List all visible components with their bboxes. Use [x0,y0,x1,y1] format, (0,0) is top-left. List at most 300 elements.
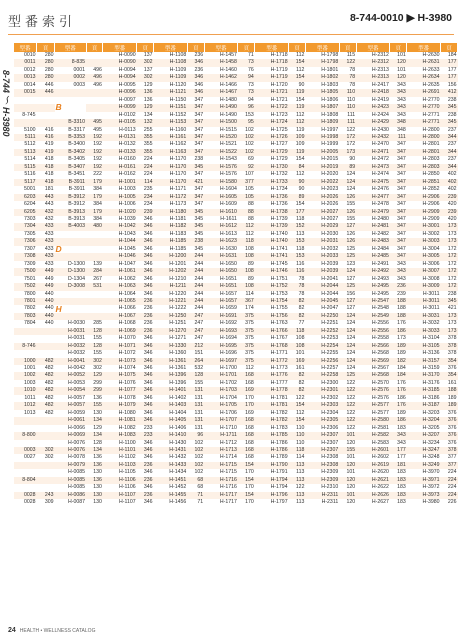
cell-page: 101 [397,52,406,58]
cell-model: H-2019 [305,164,339,171]
cell-page: 122 [295,394,305,401]
cell-model: H-1727 [270,141,288,148]
cell-model: H-1739 [270,215,288,222]
cell-page: 280 [37,59,55,66]
cell-model: H-3001 [407,223,441,230]
cell-page: 233 [143,424,153,431]
cell-page: 375 [238,343,255,350]
table-row [14,417,458,424]
cell-model: H-2770 [422,96,440,103]
cell-page: 168 [245,424,254,431]
table-row [14,119,458,126]
cell-page: 169 [289,358,306,365]
cell-page: 343 [397,439,406,446]
cell-page: 122 [346,424,356,431]
cell-model: H-1180 [154,209,188,216]
cell-model: H-2480 [371,215,389,222]
cell-page: 375 [238,358,255,365]
cell-page: 124 [339,313,356,320]
cell-model: H-2309 [321,469,339,476]
header-model: 型番 [407,43,441,52]
cell-page: 432 [37,209,55,216]
cell-page: 108 [238,283,255,290]
header-page: 頁 [339,43,356,52]
cell-model: H-2419 [371,96,389,103]
cell-model: H-0162 [118,171,136,178]
cell-page: 82 [289,372,306,379]
cell-page: 402 [447,171,457,178]
cell-page: 113 [296,230,305,237]
cell-page: 347 [194,141,204,148]
cell-page: 309 [44,499,54,506]
cell-model: H-2258 [305,372,339,379]
header-model: 型番 [255,43,289,52]
cell-page: 130 [86,492,103,499]
cell-model: H-1152 [169,111,187,118]
cell-model: H-3011 [422,290,440,297]
cell-model: H-1020 [103,209,137,216]
table-row [14,499,458,506]
cell-model: H-1462 [204,74,238,81]
cell-page: 172 [346,141,356,148]
cell-page: 226 [447,499,457,506]
cell-page: 170 [245,499,254,506]
cell-page: 482 [37,372,55,379]
cell-model: H-2620 [371,469,389,476]
cell-model: 8-804 [14,477,37,484]
cell-model: H-1715 [219,469,237,476]
cell-model: H-2556 [356,328,390,335]
table-row [14,216,458,223]
cell-page: 192 [93,156,102,163]
cell-model: 7304 [14,223,37,230]
cell-model: 6204 [23,201,36,208]
cell-page: 122 [346,126,356,133]
cell-model: H-1081 [103,417,137,424]
cell-page: 102 [194,439,204,446]
cell-page: 347 [397,201,406,208]
cell-model: H-0041 [55,358,87,365]
cell-model: H-1776 [255,372,289,379]
cell-model: H-3207 [407,432,441,439]
cell-page [86,231,103,238]
cell-page: 161 [447,379,457,386]
table-row [14,320,458,327]
cell-model: 7502 [14,283,37,290]
cell-page: 127 [346,275,356,282]
table-body [14,52,458,507]
cell-model: D-1300 [68,260,86,267]
cell-model: H-2476 [371,186,389,193]
cell-model [55,52,87,59]
cell-model: H-0133 [103,149,137,156]
cell-model: 8-746 [14,343,37,350]
cell-model: H-1070 [118,335,136,342]
cell-model: H-2250 [305,313,339,320]
cell-model: H-2020 [321,171,339,178]
cell-page: 102 [187,447,204,454]
cell-page: 343 [390,89,407,96]
cell-model [14,484,37,491]
cell-model: H-2306 [321,424,339,431]
cell-page: 101 [346,469,356,476]
cell-model: H-2255 [321,350,339,357]
cell-page: 449 [37,283,55,290]
cell-model: H-1431 [154,447,188,454]
cell-model: H-1701 [204,372,238,379]
cell-page [37,104,55,111]
cell-page: 154 [238,492,255,499]
table-row [14,358,458,365]
cell-page: 112 [289,119,306,126]
cell-page: 239 [441,209,458,216]
cell-model: 8-835 [55,59,87,66]
header-model: 型番 [356,43,390,52]
cell-page: 532 [194,365,204,372]
cell-model: H-1406 [169,424,187,431]
cell-page: 212 [187,343,204,350]
cell-model: 5111 [14,134,37,141]
cell-page: 112 [296,111,305,118]
cell-page: 173 [397,335,406,342]
cell-model: H-2417 [371,81,389,88]
cell-model: H-2473 [356,164,390,171]
cell-model: H-2032 [321,245,339,252]
cell-page: 71 [248,52,254,58]
cell-page: 118 [289,328,306,335]
header-model: 型番 [14,43,37,52]
table-row [14,372,458,379]
cell-model: 0012 [23,66,36,73]
cell-model [14,104,37,111]
cell-model: H-1712 [219,439,237,446]
cell-model: H-1361 [154,358,188,365]
cell-page: 131 [187,387,204,394]
cell-page [86,104,103,111]
cell-page: 123 [346,260,356,267]
cell-model: H-1467 [204,89,238,96]
cell-page: 88 [248,201,254,208]
cell-model: H-1107 [119,499,136,506]
cell-model: H-2475 [356,179,390,186]
cell-model: H-3157 [407,358,441,365]
cell-page: 154 [289,402,306,409]
cell-model: 1003 [23,379,36,386]
cell-page: 113 [289,462,306,469]
cell-page: 172 [447,245,457,252]
cell-model: H-3970 [422,469,440,476]
cell-model: 8-800 [14,432,37,439]
cell-page: 402 [441,179,458,186]
cell-page: 378 [441,343,458,350]
cell-page: 112 [238,223,255,230]
table-row [14,127,458,134]
cell-page: 355 [137,134,154,141]
cell-model: H-1714 [219,454,237,461]
cell-model: H-2031 [305,238,339,245]
cell-model: H-0094 [103,74,137,81]
cell-model: H-1808 [321,111,339,118]
cell-model: H-2044 [305,283,339,290]
cell-model: H-3006 [422,260,440,267]
cell-page: 108 [245,245,254,252]
cell-model: H-1460 [219,66,237,73]
cell-model: H-1451 [154,477,188,484]
cell-page: 183 [397,484,406,491]
table-row [14,395,458,402]
header-model: 型番 [103,43,137,52]
cell-model [14,119,37,126]
cell-page: 101 [346,454,356,461]
cell-model: H-1717 [204,492,238,499]
cell-page: 280 [44,52,54,58]
cell-model: H-0085 [68,469,86,476]
cell-model: H-2015 [321,156,339,163]
cell-model: H-1721 [255,89,289,96]
cell-page: 101 [339,492,356,499]
cell-model: 0002 [55,74,87,81]
cell-page [37,328,55,335]
cell-page: 375 [238,328,255,335]
cell-model: H-1609 [219,201,237,208]
cell-model: H-2027 [305,209,339,216]
cell-model: H-2691 [407,89,441,96]
cell-model: 6205 [14,209,37,216]
cell-model: H-1163 [154,149,188,156]
cell-model: H-2429 [356,119,390,126]
cell-model: H-2309 [305,477,339,484]
cell-page: 108 [289,343,306,350]
cell-model: H-1745 [270,260,288,267]
cell-model: 1002 [14,372,37,379]
cell-page: 113 [289,477,306,484]
cell-page: 347 [390,179,407,186]
cell-page: 347 [187,119,204,126]
cell-model: H-1106 [119,484,136,491]
cell-model: 1001 [23,365,36,372]
cell-page: 172 [339,134,356,141]
cell-model: H-1999 [321,141,339,148]
cell-page: 186 [390,417,407,424]
cell-model: H-2580 [356,417,390,424]
cell-page: 236 [137,328,154,335]
section-heading: D [55,246,87,253]
cell-model: H-0030 [68,320,86,327]
cell-model: H-2556 [371,320,389,327]
cell-model [14,425,37,432]
cell-page: 224 [137,164,154,171]
cell-model: H-1785 [255,432,289,439]
cell-page: 496 [86,74,103,81]
cell-page: 264 [187,358,204,365]
cell-page: 112 [296,171,305,178]
cell-model [14,328,37,335]
cell-page: 154 [295,201,305,208]
cell-model: H-1500 [204,119,238,126]
cell-model: H-1809 [305,119,339,126]
cell-model: H-1741 [255,253,289,260]
cell-page: 128 [93,439,102,446]
cell-page [37,343,55,350]
cell-page: 116 [296,260,305,267]
cell-page: 111 [390,134,407,141]
cell-page: 346 [137,283,154,290]
cell-model: H-3234 [422,439,440,446]
cell-page: 302 [137,59,154,66]
cell-page: 347 [397,230,406,237]
table-row [14,134,458,141]
cell-page: 129 [143,81,153,88]
cell-page: 354 [441,372,458,379]
cell-page: 119 [289,149,306,156]
cell-page: 155 [86,402,103,409]
page-footer [8,627,95,634]
cell-model: H-1185 [154,238,188,245]
cell-page: 418 [37,179,55,186]
cell-model: H-0097 [118,96,136,103]
cell-page: 183 [397,469,406,476]
cell-page: 346 [187,74,204,81]
cell-model: H-1490 [204,104,238,111]
cell-model: H-2039 [321,260,339,267]
cell-page: 131 [194,394,204,401]
cell-model: H-1361 [169,365,187,372]
cell-page: 345 [194,230,204,237]
cell-model: H-1718 [255,59,289,66]
cell-page: 343 [397,111,406,118]
cell-model: H-3011 [407,298,441,305]
cell-page: 192 [86,134,103,141]
table-row [14,410,458,417]
cell-model: H-2470 [371,141,389,148]
cell-model: H-0076 [55,447,87,454]
cell-model: H-2424 [371,111,389,118]
cell-page: 238 [447,111,457,118]
cell-page: 188 [390,313,407,320]
cell-model: B-3310 [55,119,87,126]
cell-model: H-1066 [118,305,136,312]
cell-page: 347 [390,149,407,156]
cell-model: H-1170 [154,179,188,186]
cell-page: 78 [339,74,356,81]
cell-page: 345 [187,164,204,171]
cell-model [55,298,87,305]
cell-model: 5112 [24,141,36,148]
cell-model: H-1171 [169,186,187,193]
table-row [14,298,458,305]
cell-page: 224 [441,492,458,499]
cell-model: H-1076 [118,379,136,386]
cell-model: 8-745 [22,111,36,118]
cell-page: 440 [44,320,54,327]
cell-page: 95 [238,119,255,126]
cell-page: 347 [194,201,204,208]
cell-model [14,417,37,424]
cell-page: 130 [93,499,102,506]
cell-model: H-0095 [118,81,136,88]
cell-page: 348 [397,126,406,133]
cell-page: 378 [447,335,457,342]
cell-model: H-1657 [219,290,237,297]
cell-page: 433 [37,253,55,260]
cell-model: H-3187 [407,402,441,409]
cell-model: H-2430 [371,126,389,133]
table-row [14,74,458,81]
cell-model: H-1433 [154,462,188,469]
cell-model: H-2029 [305,223,339,230]
cell-model: H-1270 [154,328,188,335]
cell-page: 224 [143,171,153,178]
cell-page: 440 [44,290,54,297]
cell-page: 177 [397,454,406,461]
cell-model: B-3913 [68,215,86,222]
cell-model: H-2312 [356,59,390,66]
cell-page: 119 [296,126,305,133]
cell-page: 125 [339,283,356,290]
cell-model: H-2909 [407,209,441,216]
cell-page: 345 [194,245,204,252]
cell-model: H-1458 [204,59,238,66]
cell-model: H-2047 [321,305,339,312]
cell-model: H-1580 [204,179,238,186]
cell-page [37,425,55,432]
cell-model: H-1222 [169,305,187,312]
cell-model: H-1210 [169,275,187,282]
cell-page: 136 [93,454,102,461]
cell-page: 136 [86,462,103,469]
catalog-label: HEALTH • WELLNESS CATALOG [19,628,96,634]
cell-page: 183 [397,499,406,506]
cell-page [37,350,55,357]
cell-page: 267 [93,275,102,282]
cell-page: 346 [194,81,204,88]
cell-model: H-2423 [356,104,390,111]
cell-model: H-2491 [371,260,389,267]
cell-page: 108 [238,268,255,275]
cell-model: H-1404 [169,409,187,416]
cell-model: H-1763 [270,320,288,327]
page-title: 型番索引 [8,14,77,29]
cell-page [37,119,55,126]
cell-page: 172 [447,275,457,282]
cell-page: 418 [37,164,55,171]
cell-page: 188 [441,387,458,394]
cell-model: H-1806 [321,96,339,103]
cell-model: H-1716 [204,477,238,484]
cell-model: D-3008 [55,283,87,290]
table-header-row [14,43,458,52]
cell-page: 421 [187,179,204,186]
cell-model: H-2852 [422,186,440,193]
cell-model: H-3972 [422,484,440,491]
cell-page: 345 [187,223,204,230]
cell-page: 376 [447,365,457,372]
cell-model: H-3247 [407,447,441,454]
cell-model: H-1789 [270,454,288,461]
cell-page: 119 [289,89,306,96]
cell-page: 179 [86,194,103,201]
cell-page: 176 [390,402,407,409]
cell-model: H-2568 [371,350,389,357]
cell-model: H-3170 [407,372,441,379]
cell-model [14,335,37,342]
cell-page: 177 [390,447,407,454]
cell-model: H-2041 [321,275,339,282]
cell-page: 433 [44,260,54,267]
cell-model: H-1109 [169,66,187,73]
header-model: 型番 [55,43,87,52]
cell-model: 1012 [14,402,37,409]
